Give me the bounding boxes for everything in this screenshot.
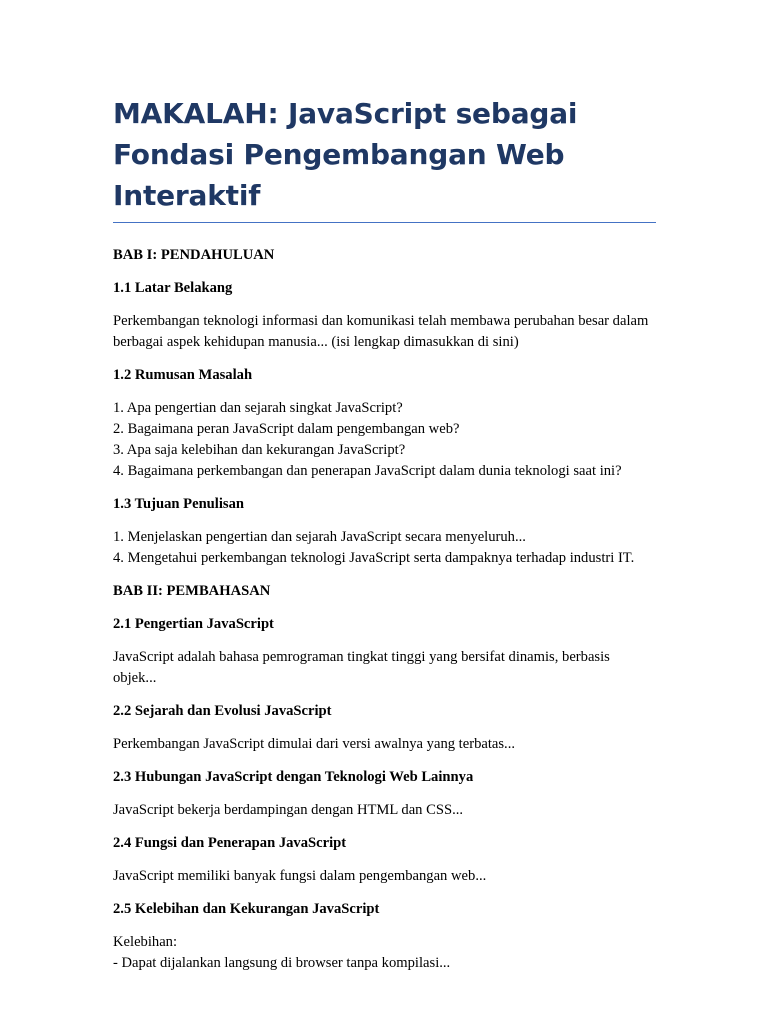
section-1-2-heading: 1.2 Rumusan Masalah [113,367,253,383]
document-body [113,245,656,974]
bab2-heading: BAB II: PEMBAHASAN [113,583,271,599]
section-2-3-heading: 2.3 Hubungan JavaScript dengan Teknologi Web Lainnya [113,769,474,785]
section-2-4-heading: 2.4 Fungsi dan Penerapan JavaScript [113,835,347,851]
kelebihan-item: - Dapat dijalankan langsung di browser tanpa kompilasi... [113,955,451,971]
rumusan-masalah-list [113,398,656,482]
section-2-5-heading: 2.5 Kelebihan dan Kekurangan JavaScript [113,901,380,917]
list-item: 3. Apa saja kelebihan dan kekurangan JavaScript? [113,442,406,458]
section-1-3-heading: 1.3 Tujuan Penulisan [113,496,245,512]
list-item: 1. Apa pengertian dan sejarah singkat JavaScript? [113,400,403,416]
section-1-1-text: Perkembangan teknologi informasi dan komunikasi telah membawa perubahan besar dalam berbagai aspek kehidupan manusia... (isi lengkap dimasukkan di sini) [113,313,649,350]
section-2-3-text: JavaScript bekerja berdampingan dengan HTML dan CSS... [113,802,464,818]
list-item: 2. Bagaimana peran JavaScript dalam pengembangan web? [113,421,460,437]
kelebihan-label: Kelebihan: [113,934,178,950]
list-item: 4. Mengetahui perkembangan teknologi JavaScript serta dampaknya terhadap industri IT. [113,550,635,566]
section-2-2-text: Perkembangan JavaScript dimulai dari versi awalnya yang terbatas... [113,736,516,752]
section-2-4-text: JavaScript memiliki banyak fungsi dalam pengembangan web... [113,868,487,884]
section-2-1-heading: 2.1 Pengertian JavaScript [113,616,274,632]
section-1-1-heading: 1.1 Latar Belakang [113,280,233,296]
document-page [113,93,656,974]
section-2-1-text: JavaScript adalah bahasa pemrograman tingkat tinggi yang bersifat dinamis, berbasis objek... [113,649,610,686]
list-item: 4. Bagaimana perkembangan dan penerapan JavaScript dalam dunia teknologi saat ini? [113,463,622,479]
section-2-2-heading: 2.2 Sejarah dan Evolusi JavaScript [113,703,332,719]
list-item: 1. Menjelaskan pengertian dan sejarah JavaScript secara menyeluruh... [113,529,526,545]
document-title: MAKALAH: JavaScript sebagai Fondasi Pengembangan Web Interaktif [113,93,656,223]
bab1-heading: BAB I: PENDAHULUAN [113,247,275,263]
tujuan-penulisan-list [113,527,656,569]
